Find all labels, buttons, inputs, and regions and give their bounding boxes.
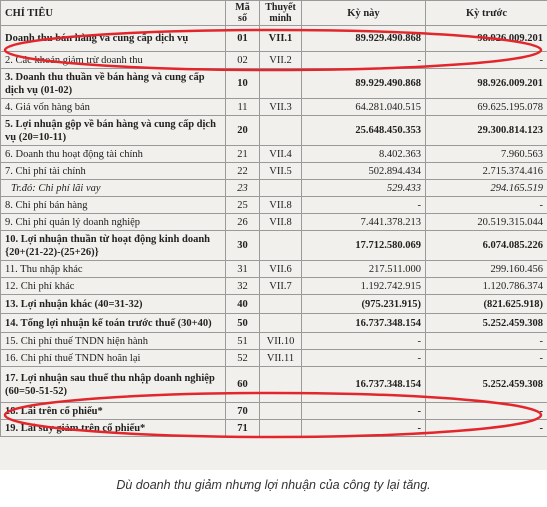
row-note: VII.7 xyxy=(260,278,302,295)
row-current: - xyxy=(302,403,426,420)
table-row xyxy=(1,52,547,69)
row-current: - xyxy=(302,333,426,350)
row-current: - xyxy=(302,197,426,214)
row-note: VII.1 xyxy=(260,26,302,52)
header-row xyxy=(1,1,547,26)
row-note xyxy=(260,69,302,99)
table-row xyxy=(1,197,547,214)
row-note: VII.11 xyxy=(260,350,302,367)
header-thuyet-minh: Thuyết minh xyxy=(260,1,302,26)
table-row xyxy=(1,26,547,52)
table-row xyxy=(1,278,547,295)
table-row xyxy=(1,314,547,333)
row-note: VII.8 xyxy=(260,197,302,214)
row-current: - xyxy=(302,350,426,367)
row-name: Tr.đó: Chi phí lãi vay xyxy=(1,180,226,197)
table-row xyxy=(1,163,547,180)
row-code: 71 xyxy=(226,420,260,437)
row-name: 17. Lợi nhuận sau thuế thu nhập doanh nghiệp (60=50-51-52) xyxy=(1,367,226,403)
row-current: 502.894.434 xyxy=(302,163,426,180)
row-previous: 98.926.009.201 xyxy=(426,26,547,52)
row-name: 12. Chi phí khác xyxy=(1,278,226,295)
row-previous: 5.252.459.308 xyxy=(426,314,547,333)
row-current: 17.712.580.069 xyxy=(302,231,426,261)
row-name: 18. Lãi trên cổ phiếu* xyxy=(1,403,226,420)
row-previous: 7.960.563 xyxy=(426,146,547,163)
row-code: 50 xyxy=(226,314,260,333)
row-note: VII.8 xyxy=(260,214,302,231)
row-current: 89.929.490.868 xyxy=(302,69,426,99)
row-current: (975.231.915) xyxy=(302,295,426,314)
row-note xyxy=(260,295,302,314)
row-note: VII.5 xyxy=(260,163,302,180)
row-current: 64.281.040.515 xyxy=(302,99,426,116)
row-note: VII.3 xyxy=(260,99,302,116)
row-code: 26 xyxy=(226,214,260,231)
row-current: - xyxy=(302,420,426,437)
row-code: 30 xyxy=(226,231,260,261)
row-name: 9. Chi phí quản lý doanh nghiệp xyxy=(1,214,226,231)
row-name: 3. Doanh thu thuần về bán hàng và cung cấp dịch vụ (01-02) xyxy=(1,69,226,99)
row-previous: 29.300.814.123 xyxy=(426,116,547,146)
row-code: 31 xyxy=(226,261,260,278)
row-note xyxy=(260,180,302,197)
header-ky-truoc: Kỳ trước xyxy=(426,1,547,26)
table-row xyxy=(1,333,547,350)
row-previous: 69.625.195.078 xyxy=(426,99,547,116)
row-previous: 294.165.519 xyxy=(426,180,547,197)
image-caption: Dù doanh thu giảm nhưng lợi nhuận của công ty lại tăng. xyxy=(116,478,431,492)
table-row xyxy=(1,295,547,314)
row-current: 529.433 xyxy=(302,180,426,197)
row-current: 89.929.490.868 xyxy=(302,26,426,52)
row-note: VII.2 xyxy=(260,52,302,69)
row-previous: 2.715.374.416 xyxy=(426,163,547,180)
row-code: 60 xyxy=(226,367,260,403)
row-note: VII.6 xyxy=(260,261,302,278)
row-previous: - xyxy=(426,403,547,420)
row-code: 11 xyxy=(226,99,260,116)
row-code: 21 xyxy=(226,146,260,163)
row-current: 217.511.000 xyxy=(302,261,426,278)
row-name: 8. Chi phí bán hàng xyxy=(1,197,226,214)
row-note: VII.4 xyxy=(260,146,302,163)
row-code: 70 xyxy=(226,403,260,420)
table-row xyxy=(1,231,547,261)
row-name: 6. Doanh thu hoạt động tài chính xyxy=(1,146,226,163)
row-code: 10 xyxy=(226,69,260,99)
row-previous: (821.625.918) xyxy=(426,295,547,314)
row-previous: - xyxy=(426,197,547,214)
row-note xyxy=(260,403,302,420)
header-ky-nay: Kỳ này xyxy=(302,1,426,26)
row-previous: - xyxy=(426,333,547,350)
row-current: - xyxy=(302,52,426,69)
row-name: 11. Thu nhập khác xyxy=(1,261,226,278)
row-code: 40 xyxy=(226,295,260,314)
row-code: 02 xyxy=(226,52,260,69)
row-code: 01 xyxy=(226,26,260,52)
row-previous: 299.160.456 xyxy=(426,261,547,278)
table-row xyxy=(1,350,547,367)
table-row xyxy=(1,403,547,420)
row-code: 25 xyxy=(226,197,260,214)
row-previous: - xyxy=(426,350,547,367)
row-name: 7. Chi phí tài chính xyxy=(1,163,226,180)
table-row xyxy=(1,116,547,146)
row-name: 15. Chi phí thuế TNDN hiện hành xyxy=(1,333,226,350)
row-name: 13. Lợi nhuận khác (40=31-32) xyxy=(1,295,226,314)
row-note xyxy=(260,420,302,437)
row-current: 8.402.363 xyxy=(302,146,426,163)
row-code: 23 xyxy=(226,180,260,197)
row-previous: 1.120.786.374 xyxy=(426,278,547,295)
row-current: 1.192.742.915 xyxy=(302,278,426,295)
row-name: 16. Chi phí thuế TNDN hoãn lại xyxy=(1,350,226,367)
row-name: 10. Lợi nhuận thuần từ hoạt động kinh doanh {20+(21-22)-(25+26)} xyxy=(1,231,226,261)
table-row xyxy=(1,180,547,197)
table-row xyxy=(1,261,547,278)
row-previous: - xyxy=(426,420,547,437)
header-chi-tieu: CHỈ TIÊU xyxy=(1,1,226,26)
row-note xyxy=(260,314,302,333)
row-current: 16.737.348.154 xyxy=(302,367,426,403)
table-row xyxy=(1,99,547,116)
row-current: 25.648.450.353 xyxy=(302,116,426,146)
table-row xyxy=(1,420,547,437)
row-code: 32 xyxy=(226,278,260,295)
row-previous: - xyxy=(426,52,547,69)
row-note xyxy=(260,116,302,146)
row-previous: 98.926.009.201 xyxy=(426,69,547,99)
row-previous: 6.074.085.226 xyxy=(426,231,547,261)
row-name: Doanh thu bán hàng và cung cấp dịch vụ xyxy=(1,26,226,52)
table-row xyxy=(1,146,547,163)
table-row xyxy=(1,367,547,403)
row-note xyxy=(260,231,302,261)
row-name: 14. Tổng lợi nhuận kế toán trước thuế (30+40) xyxy=(1,314,226,333)
row-previous: 5.252.459.308 xyxy=(426,367,547,403)
row-name: 5. Lợi nhuận gộp về bán hàng và cung cấp dịch vụ (20=10-11) xyxy=(1,116,226,146)
row-name: 19. Lãi suy giảm trên cổ phiếu* xyxy=(1,420,226,437)
row-code: 22 xyxy=(226,163,260,180)
row-code: 20 xyxy=(226,116,260,146)
table-row xyxy=(1,214,547,231)
row-code: 51 xyxy=(226,333,260,350)
row-previous: 20.519.315.044 xyxy=(426,214,547,231)
table-row xyxy=(1,69,547,99)
row-note xyxy=(260,367,302,403)
row-name: 2. Các khoản giảm trừ doanh thu xyxy=(1,52,226,69)
header-ma-so: Mã số xyxy=(226,1,260,26)
row-name: 4. Giá vốn hàng bán xyxy=(1,99,226,116)
row-current: 16.737.348.154 xyxy=(302,314,426,333)
row-code: 52 xyxy=(226,350,260,367)
row-current: 7.441.378.213 xyxy=(302,214,426,231)
row-note: VII.10 xyxy=(260,333,302,350)
